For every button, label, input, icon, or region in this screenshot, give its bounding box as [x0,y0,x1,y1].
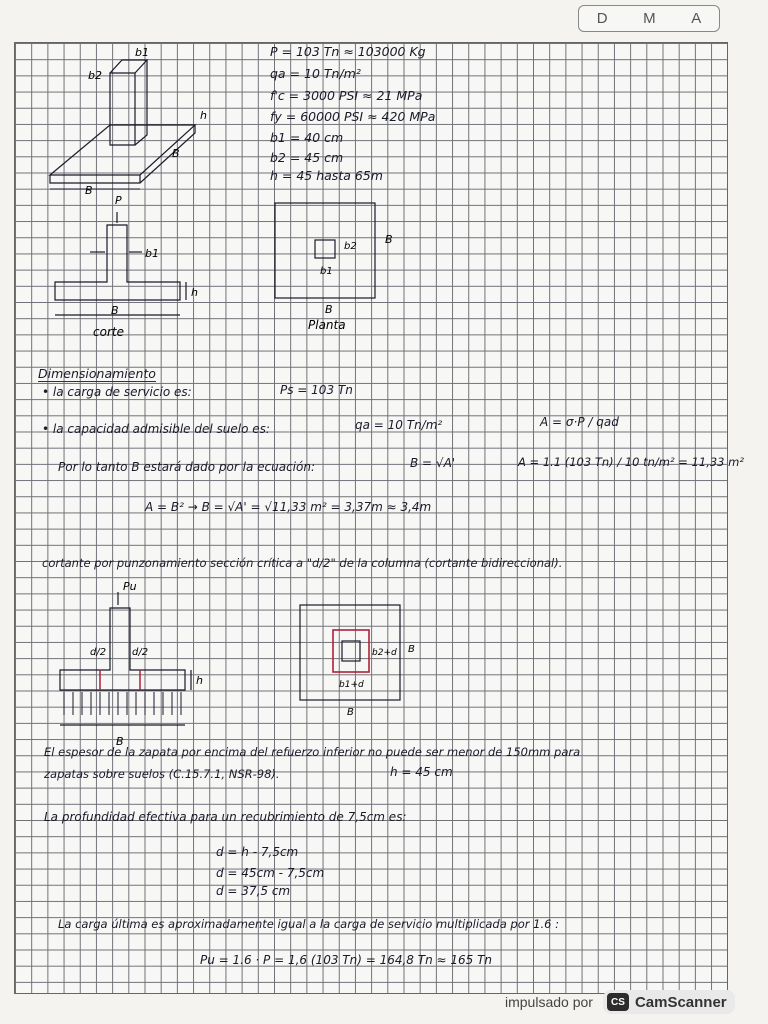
iso-b2-label: b2 [88,69,102,82]
dim-line-1-value: Ps = 103 Tn [280,383,353,397]
punz-b-label: B [116,735,124,748]
corte-b-label: B [111,304,119,317]
camscanner-badge [603,990,735,1014]
header-letter-m: M [643,10,656,27]
given-b2: b2 = 45 cm [270,150,344,165]
espesor-line-2: zapatas sobre suelos (C.15.7.1, NSR-98). [44,767,280,781]
plan-view-figure [270,195,410,345]
header-box [578,5,720,32]
espesor-line-2-value: h = 45 cm [390,765,453,779]
plan-b1-label: b1 [320,266,333,277]
punching-shear-section-figure [50,580,210,750]
dim-line-4: A = B² → B = √A' = √11,33 m² = 3,37m ≈ 3,4m [145,500,432,514]
profundidad-d2: d = 45cm - 7,5cm [216,866,325,880]
given-h: h = 45 hasta 65m [270,168,383,183]
punz-plan-b-right-label: B [408,644,415,655]
powered-by-text: impulsado por [505,994,593,1010]
iso-b-front-label: B [85,184,93,195]
punz-plan-b1d-label: b1+d [339,680,364,690]
dim-formula-a: A = σ·P / qad [540,415,619,429]
corte-b1-label: b1 [145,247,159,260]
camscanner-watermark [505,990,735,1014]
espesor-line-1: El espesor de la zapata por encima del refuerzo inferior no puede ser menor de 150mm para [44,745,581,759]
given-fc: f'c = 3000 PSI ≈ 21 MPa [270,88,423,103]
punzonamiento-title: cortante por punzonamiento sección crítica a "d/2" de la columna (cortante bidireccional). [42,556,563,570]
corte-caption: corte [93,325,124,339]
punz-d2-left-label: d/2 [90,647,107,658]
isometric-footing-figure [40,45,210,195]
profundidad-line-1: La profundidad efectiva para un recubrimiento de 7,5cm es: [44,810,407,824]
plan-caption: Planta [308,318,346,332]
ultima-line-1: La carga última es aproximadamente igual a la carga de servicio multiplicada por 1.6 : [58,917,559,931]
punz-pu-label: Pu [123,580,137,593]
iso-b1-label: b1 [135,46,149,59]
header-letter-a: A [691,10,702,27]
ultima-line-2: Pu = 1.6 · P = 1,6 (103 Tn) = 164,8 Tn ≈ 165 Tn [200,953,493,967]
dim-line-2: • la capacidad admisible del suelo es: [42,422,270,436]
dim-line-1: • la carga de servicio es: [42,385,192,399]
camscanner-logo-icon: CS [607,993,629,1011]
punz-h-label: h [196,674,203,687]
given-p: P = 103 Tn ≈ 103000 Kg [270,44,426,59]
dimensionamiento-title: Dimensionamiento [38,366,156,381]
iso-b-side-label: B [172,147,180,160]
punz-d2-right-label: d/2 [132,647,149,658]
given-b1: b1 = 40 cm [270,130,344,145]
dim-line-3: Por lo tanto B estará dado por la ecuación: [58,460,315,474]
plan-b2-label: b2 [344,241,357,252]
profundidad-d3: d = 37,5 cm [216,884,291,898]
profundidad-d1: d = h - 7,5cm [216,845,299,859]
section-cut-figure [45,190,215,340]
punz-plan-b-bottom-label: B [347,707,354,718]
punz-plan-b2d-label: b2+d [372,648,397,658]
plan-b-bottom-label: B [325,303,333,316]
punching-shear-plan-figure [295,600,435,725]
header-letter-d: D [596,10,608,27]
dim-line-2-value: qa = 10 Tn/m² [355,418,443,432]
corte-h-label: h [191,286,198,299]
plan-b-right-label: B [385,233,393,246]
iso-h-label: h [200,109,207,122]
corte-p-label: P [115,194,122,207]
camscanner-brand: CamScanner [634,993,727,1011]
given-qa: qa = 10 Tn/m² [270,66,361,81]
dim-formula-a2: A = 1.1 (103 Tn) / 10 tn/m² = 11,33 m² [518,455,744,469]
dim-line-3-value: B = √A' [410,456,456,470]
given-fy: fy = 60000 PSI ≈ 420 MPa [270,109,436,124]
